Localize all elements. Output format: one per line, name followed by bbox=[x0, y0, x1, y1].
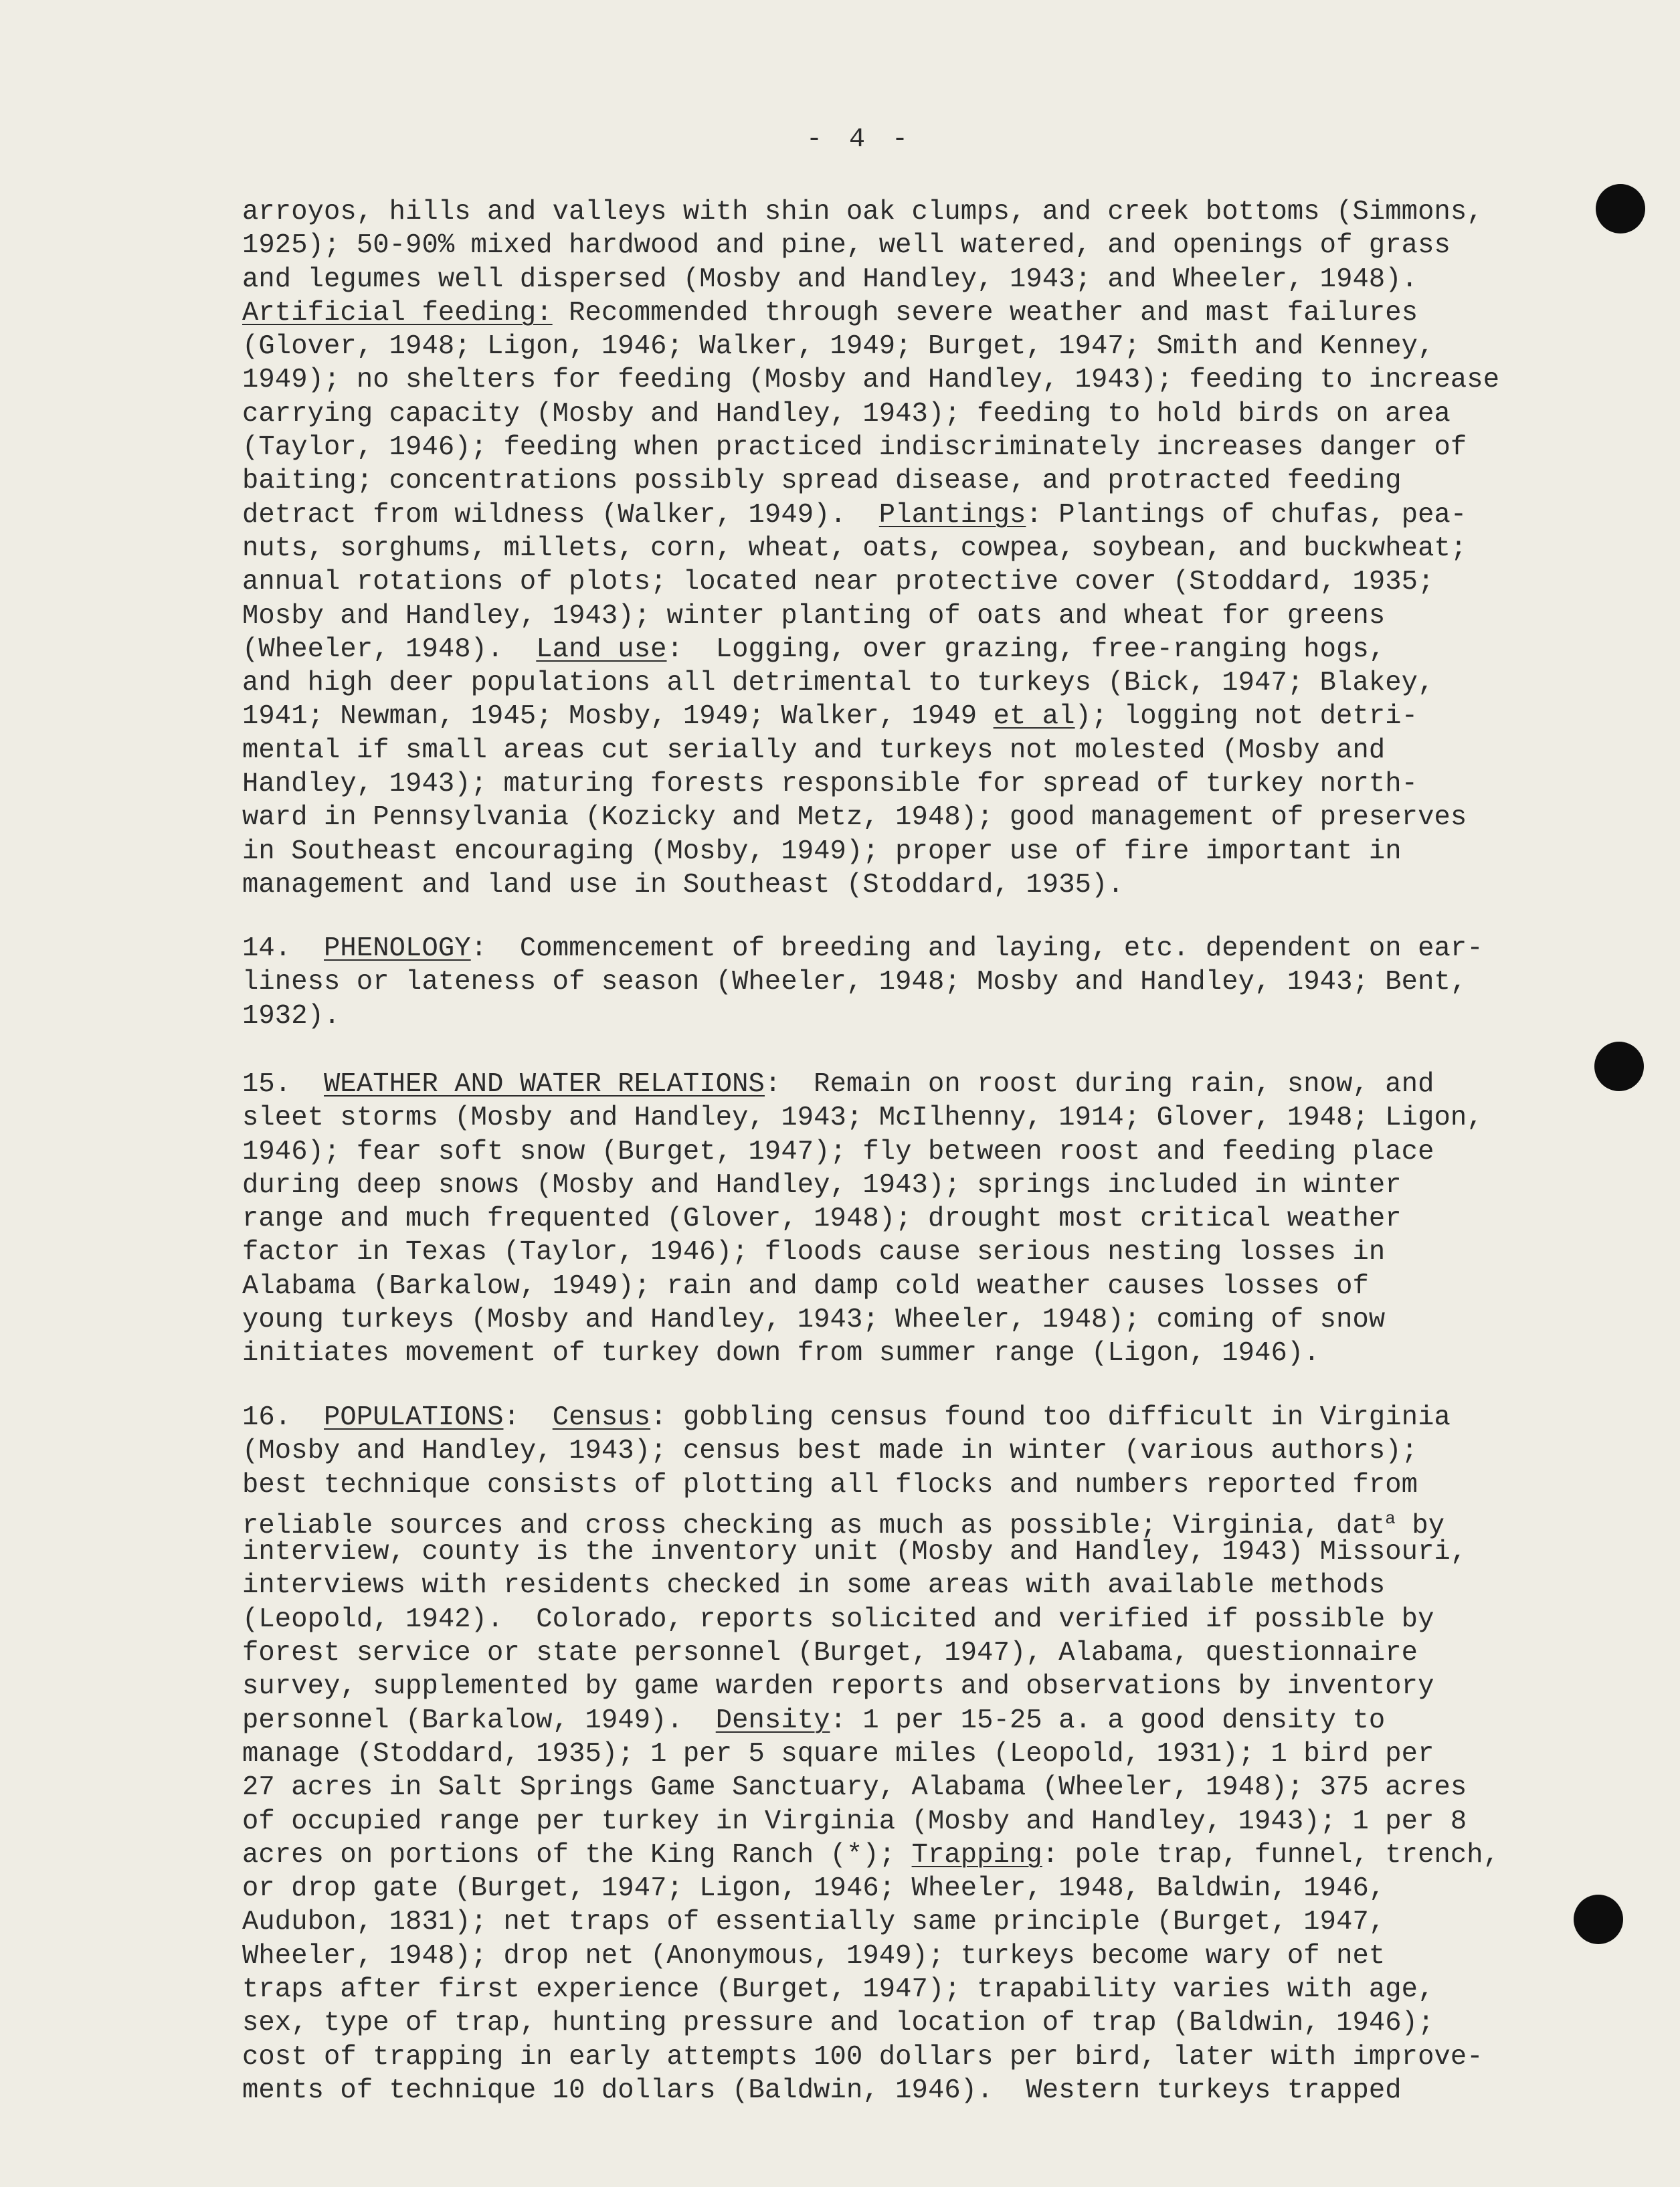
text-run: annual rotations of plots; located near protective cover (Stoddard, 1935; bbox=[242, 567, 1434, 598]
punch-hole bbox=[1594, 1042, 1644, 1091]
text-run: Audubon, 1831); net traps of essentially same principle (Burget, 1947, bbox=[242, 1907, 1386, 1938]
text-run: interview, county is the inventory unit (Mosby and Handley, 1943) Missouri, bbox=[242, 1537, 1467, 1568]
text-line bbox=[242, 1270, 1554, 1303]
text-run: forest service or state personnel (Burget, 1947), Alabama, questionnaire bbox=[242, 1638, 1418, 1669]
text-run: liness or lateness of season (Wheeler, 1948; Mosby and Handley, 1943; Bent, bbox=[242, 967, 1467, 998]
text-run: ward in Pennsylvania (Kozicky and Metz, 1948); good management of preserves bbox=[242, 802, 1467, 834]
text-run: ments of technique 10 dollars (Baldwin, 1946). Western turkeys trapped bbox=[242, 2075, 1402, 2106]
text-run: interviews with residents checked in some areas with available methods bbox=[242, 1570, 1386, 1602]
text-line bbox=[242, 1569, 1554, 1602]
text-run: carrying capacity (Mosby and Handley, 1943); feeding to hold birds on area bbox=[242, 398, 1451, 430]
text-line bbox=[242, 1202, 1554, 1236]
text-run: ); logging not detri- bbox=[1075, 701, 1418, 733]
paragraph-weather-water bbox=[242, 1068, 1554, 1371]
paragraph-phenology bbox=[242, 932, 1554, 1033]
text-line bbox=[242, 2074, 1554, 2107]
text-run: 14. bbox=[242, 933, 324, 964]
text-run: mental if small areas cut serially and turkeys not molested (Mosby and bbox=[242, 735, 1386, 766]
text-line bbox=[242, 1135, 1554, 1169]
text-line bbox=[242, 2040, 1554, 2074]
text-run: management and land use in Southeast (Stoddard, 1935). bbox=[242, 869, 1124, 900]
text-line bbox=[242, 1068, 1554, 1101]
text-line bbox=[242, 700, 1554, 733]
underlined-heading: POPULATIONS bbox=[324, 1402, 504, 1433]
text-line bbox=[242, 1401, 1554, 1434]
text-run: nuts, sorghums, millets, corn, wheat, oats, cowpea, soybean, and buckwheat; bbox=[242, 533, 1467, 564]
text-line bbox=[242, 229, 1554, 262]
text-line bbox=[242, 1704, 1554, 1737]
text-run: or drop gate (Burget, 1947; Ligon, 1946; Wheeler, 1948, Baldwin, 1946, bbox=[242, 1873, 1386, 1905]
text-run: (Leopold, 1942). Colorado, reports solicited and verified if possible by bbox=[242, 1604, 1434, 1635]
text-line bbox=[242, 296, 1554, 330]
text-run: : 1 per 15-25 a. a good density to bbox=[830, 1705, 1386, 1736]
text-line bbox=[242, 868, 1554, 902]
text-line bbox=[242, 1636, 1554, 1670]
text-line bbox=[242, 801, 1554, 834]
text-line bbox=[242, 1939, 1554, 1973]
text-run: Handley, 1943); maturing forests responsible for spread of turkey north- bbox=[242, 769, 1418, 800]
text-line bbox=[242, 1101, 1554, 1135]
text-run: (Wheeler, 1948). bbox=[242, 634, 537, 665]
text-line bbox=[242, 1337, 1554, 1370]
text-run: 1949); no shelters for feeding (Mosby and Handley, 1943); feeding to increase bbox=[242, 365, 1500, 396]
text-line bbox=[242, 2006, 1554, 2040]
text-line bbox=[242, 1872, 1554, 1905]
superscript: a bbox=[1385, 1508, 1396, 1529]
punch-hole bbox=[1596, 184, 1645, 233]
text-run: 1941; Newman, 1945; Mosby, 1949; Walker, 1949 bbox=[242, 701, 994, 733]
text-run: young turkeys (Mosby and Handley, 1943; Wheeler, 1948); coming of snow bbox=[242, 1305, 1386, 1336]
text-run: and legumes well dispersed (Mosby and Handley, 1943; and Wheeler, 1948). bbox=[242, 264, 1418, 295]
text-run: (Mosby and Handley, 1943); census best made in winter (various authors); bbox=[242, 1436, 1418, 1467]
text-run: Wheeler, 1948); drop net (Anonymous, 1949); turkeys become wary of net bbox=[242, 1940, 1386, 1972]
text-line bbox=[242, 565, 1554, 599]
paragraph-management bbox=[242, 195, 1554, 902]
text-line bbox=[242, 1000, 1554, 1033]
underlined-heading: Density bbox=[715, 1705, 830, 1736]
text-run: cost of trapping in early attempts 100 dollars per bird, later with improve- bbox=[242, 2041, 1483, 2073]
text-line bbox=[242, 1535, 1554, 1569]
text-run: initiates movement of turkey down from summer range (Ligon, 1946). bbox=[242, 1338, 1320, 1369]
text-line bbox=[242, 1468, 1554, 1502]
text-run: traps after first experience (Burget, 1947); trapability varies with age, bbox=[242, 1974, 1434, 2006]
text-line bbox=[242, 767, 1554, 801]
text-run: and high deer populations all detrimental to turkeys (Bick, 1947; Blakey, bbox=[242, 668, 1434, 699]
text-run: 15. bbox=[242, 1069, 324, 1100]
text-line bbox=[242, 1670, 1554, 1703]
text-line bbox=[242, 195, 1554, 229]
underlined-heading: Land use bbox=[536, 634, 667, 665]
text-line bbox=[242, 1838, 1554, 1872]
text-line bbox=[242, 431, 1554, 464]
text-run: : Logging, over grazing, free-ranging hogs, bbox=[666, 634, 1386, 665]
text-run: acres on portions of the King Ranch (*); bbox=[242, 1839, 912, 1871]
text-run: : gobbling census found too difficult in Virginia bbox=[650, 1402, 1451, 1433]
text-run: Recommended through severe weather and mast failures bbox=[552, 297, 1418, 328]
page-number: - 4 - bbox=[806, 124, 914, 155]
text-line bbox=[242, 330, 1554, 363]
underlined-heading: WEATHER AND WATER RELATIONS bbox=[324, 1069, 765, 1100]
text-run: best technique consists of plotting all flocks and numbers reported from bbox=[242, 1469, 1418, 1501]
text-line bbox=[242, 599, 1554, 633]
text-line bbox=[242, 1737, 1554, 1771]
text-line bbox=[242, 1169, 1554, 1202]
text-run: 1932). bbox=[242, 1000, 341, 1032]
text-run: (Glover, 1948; Ligon, 1946; Walker, 1949; Burget, 1947; Smith and Kenney, bbox=[242, 331, 1434, 363]
text-run: sex, type of trap, hunting pressure and location of trap (Baldwin, 1946); bbox=[242, 2008, 1434, 2039]
text-line bbox=[242, 1603, 1554, 1636]
text-run: 16. bbox=[242, 1402, 324, 1433]
text-line bbox=[242, 363, 1554, 397]
text-run: : Commencement of breeding and laying, etc. dependent on ear- bbox=[470, 933, 1483, 964]
text-run: Alabama (Barkalow, 1949); rain and damp cold weather causes losses of bbox=[242, 1270, 1369, 1302]
text-run: personnel (Barkalow, 1949). bbox=[242, 1705, 716, 1736]
text-run: : Plantings of chufas, pea- bbox=[1026, 499, 1467, 531]
text-line bbox=[242, 1303, 1554, 1337]
text-line bbox=[242, 932, 1554, 965]
text-run: by bbox=[1395, 1510, 1445, 1541]
text-line bbox=[242, 1502, 1554, 1541]
text-line bbox=[242, 1973, 1554, 2006]
text-line bbox=[242, 263, 1554, 296]
text-run: sleet storms (Mosby and Handley, 1943; McIlhenny, 1914; Glover, 1948; Ligon, bbox=[242, 1103, 1483, 1134]
text-run: reliable sources and cross checking as much as possible; Virginia, dat bbox=[242, 1510, 1386, 1541]
text-run: of occupied range per turkey in Virginia (Mosby and Handley, 1943); 1 per 8 bbox=[242, 1806, 1467, 1837]
text-line bbox=[242, 498, 1554, 532]
text-run: : bbox=[503, 1402, 553, 1433]
text-line bbox=[242, 666, 1554, 700]
text-run: detract from wildness (Walker, 1949). bbox=[242, 499, 879, 531]
text-line bbox=[242, 1236, 1554, 1269]
text-run: : pole trap, funnel, trench, bbox=[1042, 1839, 1500, 1871]
underlined-heading: Artificial feeding: bbox=[242, 297, 553, 328]
text-run: baiting; concentrations possibly spread disease, and protracted feeding bbox=[242, 466, 1402, 497]
text-run: survey, supplemented by game warden reports and observations by inventory bbox=[242, 1671, 1434, 1703]
underlined-heading: PHENOLOGY bbox=[324, 933, 471, 964]
text-line bbox=[242, 464, 1554, 498]
text-line bbox=[242, 734, 1554, 767]
text-run: : Remain on roost during rain, snow, and bbox=[764, 1069, 1434, 1100]
underlined-heading: et al bbox=[993, 701, 1075, 733]
underlined-heading: Census bbox=[552, 1402, 651, 1433]
text-line bbox=[242, 1771, 1554, 1804]
text-run: during deep snows (Mosby and Handley, 1943); springs included in winter bbox=[242, 1169, 1402, 1201]
text-line bbox=[242, 1434, 1554, 1468]
paragraph-populations bbox=[242, 1401, 1554, 2107]
text-run: in Southeast encouraging (Mosby, 1949); proper use of fire important in bbox=[242, 836, 1402, 867]
text-line bbox=[242, 633, 1554, 666]
text-run: factor in Texas (Taylor, 1946); floods cause serious nesting losses in bbox=[242, 1237, 1386, 1268]
text-line bbox=[242, 397, 1554, 431]
text-run: 1925); 50-90% mixed hardwood and pine, well watered, and openings of grass bbox=[242, 230, 1451, 262]
text-run: manage (Stoddard, 1935); 1 per 5 square miles (Leopold, 1931); 1 bird per bbox=[242, 1738, 1434, 1770]
text-line bbox=[242, 1805, 1554, 1838]
text-line bbox=[242, 532, 1554, 565]
text-run: (Taylor, 1946); feeding when practiced indiscriminately increases danger of bbox=[242, 432, 1467, 464]
text-line bbox=[242, 965, 1554, 999]
underlined-heading: Plantings bbox=[878, 499, 1026, 531]
text-line bbox=[242, 1905, 1554, 1939]
underlined-heading: Trapping bbox=[911, 1839, 1042, 1871]
text-run: Mosby and Handley, 1943); winter planting of oats and wheat for greens bbox=[242, 600, 1386, 632]
punch-hole bbox=[1574, 1895, 1623, 1944]
text-run: 1946); fear soft snow (Burget, 1947); fly between roost and feeding place bbox=[242, 1136, 1434, 1167]
text-run: range and much frequented (Glover, 1948); drought most critical weather bbox=[242, 1204, 1402, 1235]
text-line bbox=[242, 835, 1554, 868]
text-run: 27 acres in Salt Springs Game Sanctuary, Alabama (Wheeler, 1948); 375 acres bbox=[242, 1772, 1467, 1804]
text-run: arroyos, hills and valleys with shin oak clumps, and creek bottoms (Simmons, bbox=[242, 197, 1483, 227]
